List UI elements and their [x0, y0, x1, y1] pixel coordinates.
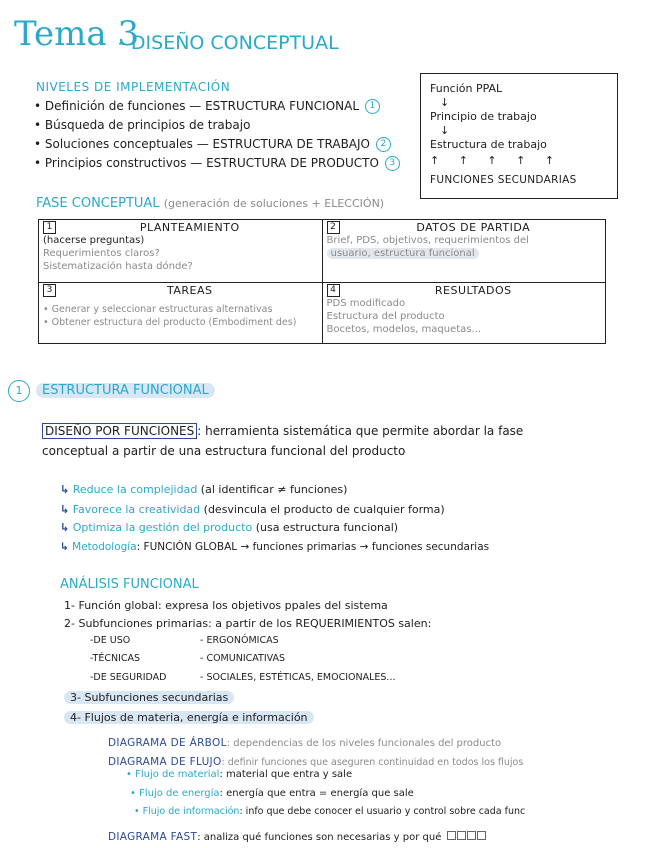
corner-arrow-icon: ↳: [60, 521, 70, 534]
level-number-badge: 3: [385, 156, 400, 171]
analisis-heading: ANÁLISIS FUNCIONAL: [60, 577, 199, 592]
down-arrow-icon: ↓: [440, 124, 450, 137]
list-item: ↳ Favorece la creatividad (desvincula el producto de cualquier forma): [60, 503, 445, 516]
niveles-item: • Búsqueda de principios de trabajo: [34, 118, 251, 132]
analisis-item: 4- Flujos de materia, energía e información: [64, 711, 314, 724]
level-number-badge: 1: [365, 99, 380, 114]
fase-table: [38, 219, 606, 344]
req-item: -TÉCNICAS: [90, 653, 141, 664]
flow-line: Estructura de trabajo: [430, 138, 547, 151]
flujo-item: • Flujo de información: info que debe conocer el usuario y control sobre cada func: [134, 806, 526, 817]
table-cell: 4 RESULTADOS PDS modificado Estructura del producto Bocetos, modelos, maquetas...: [322, 283, 606, 344]
up-arrows-icon: ↑ ↑ ↑ ↑ ↑: [430, 154, 563, 167]
req-item: - ERGONÓMICAS: [200, 635, 279, 646]
page-title: Tema 3: [14, 14, 140, 54]
table-cell: 3 TAREAS • Generar y seleccionar estructuras alternativas • Obtener estructura del producto (Embodiment des): [39, 283, 323, 344]
page-subtitle: - DISEÑO CONCEPTUAL: [118, 32, 339, 54]
flujo-item: • Flujo de energía: energía que entra = energía que sale: [130, 788, 414, 799]
niveles-heading: NIVELES DE IMPLEMENTACIÓN: [36, 80, 231, 94]
fase-heading: FASE CONCEPTUAL (generación de soluciones + ELECCIÓN): [36, 196, 385, 211]
diagram-line: DIAGRAMA FAST: analiza qué funciones son necesarias y por qué: [108, 825, 486, 844]
list-item: ↳ Metodología: FUNCIÓN GLOBAL → funciones primarias → funciones secundarias: [60, 541, 490, 553]
niveles-item: • Definición de funciones — ESTRUCTURA FUNCIONAL 1: [34, 99, 380, 114]
fast-diagram-icon: [446, 825, 486, 844]
table-cell: 2 DATOS DE PARTIDA Brief, PDS, objetivos, requerimientos del usuario, estructura funcional: [322, 220, 606, 283]
analisis-item: 3- Subfunciones secundarias: [64, 691, 234, 704]
definition-line: DISEÑO POR FUNCIONES : herramienta sistemática que permite abordar la fase: [42, 424, 523, 438]
req-item: -DE SEGURIDAD: [90, 672, 167, 683]
req-item: - SOCIALES, ESTÉTICAS, EMOCIONALES...: [200, 672, 396, 683]
niveles-item: • Principios constructivos — ESTRUCTURA DE PRODUCTO 3: [34, 156, 400, 171]
flow-line: FUNCIONES SECUNDARIAS: [430, 174, 577, 186]
req-item: -DE USO: [90, 635, 131, 646]
analisis-item: 2- Subfunciones primarias: a partir de los REQUERIMIENTOS salen:: [64, 617, 432, 630]
analisis-item: 1- Función global: expresa los objetivos ppales del sistema: [64, 599, 388, 612]
corner-arrow-icon: ↳: [60, 541, 69, 553]
flujo-item: • Flujo de material: material que entra y sale: [126, 769, 353, 780]
dpf-label: DISEÑO POR FUNCIONES: [42, 423, 197, 439]
section-number-badge: 1: [8, 380, 30, 402]
corner-arrow-icon: ↳: [60, 483, 70, 496]
niveles-item: • Soluciones conceptuales — ESTRUCTURA DE TRABAJO 2: [34, 137, 391, 152]
section-heading: 1 ESTRUCTURA FUNCIONAL: [8, 380, 215, 402]
table-cell: 1 PLANTEAMIENTO (hacerse preguntas) Requerimientos claros? Sistematización hasta dónde?: [39, 220, 323, 283]
list-item: ↳ Reduce la complejidad (al identificar ≠ funciones): [60, 483, 348, 496]
flow-line: Función PPAL: [430, 82, 503, 95]
flow-line: Principio de trabajo: [430, 110, 537, 123]
down-arrow-icon: ↓: [440, 96, 450, 109]
diagram-line: DIAGRAMA DE ÁRBOL: dependencias de los niveles funcionales del producto: [108, 737, 502, 749]
definition-line: conceptual a partir de una estructura funcional del producto: [42, 444, 406, 458]
diagram-line: DIAGRAMA DE FLUJO: definir funciones que aseguren continuidad en todos los flujos: [108, 756, 524, 768]
corner-arrow-icon: ↳: [60, 503, 70, 516]
level-number-badge: 2: [376, 137, 391, 152]
list-item: ↳ Optimiza la gestión del producto (usa estructura funcional): [60, 521, 399, 534]
req-item: - COMUNICATIVAS: [200, 653, 286, 664]
